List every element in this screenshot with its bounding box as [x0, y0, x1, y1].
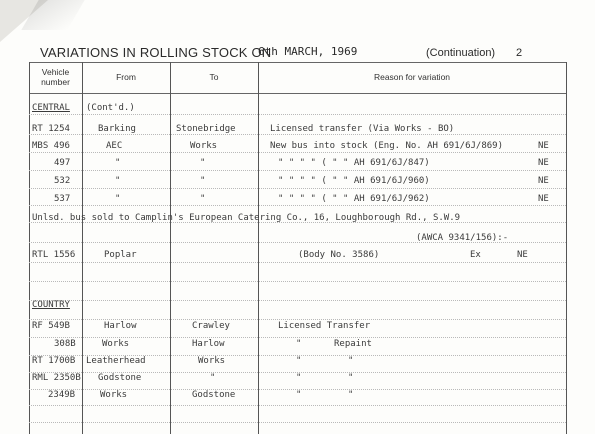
from-garage: Works [100, 390, 128, 400]
from-garage: Harlow [104, 321, 137, 331]
to-garage: " [210, 373, 216, 383]
from-garage: Godstone [98, 373, 142, 383]
table-top-border [29, 62, 566, 63]
ruled-line [29, 300, 566, 301]
from-garage: Barking [98, 124, 136, 134]
section-central-contd: (Cont'd.) [86, 103, 135, 113]
reason-text: Licensed transfer (Via Works - BO) [270, 124, 455, 134]
ruled-line [29, 188, 566, 189]
reason-text: " " " " ( " " AH 691/6J/847) [278, 158, 430, 168]
reason-text: Licensed Transfer [278, 321, 371, 331]
ruled-line [29, 319, 566, 320]
to-garage: " [200, 176, 206, 186]
reason-suffix: NE [538, 194, 549, 204]
to-garage: Works [190, 141, 218, 151]
from-garage: Poplar [104, 250, 137, 260]
reason-text: Repaint [334, 339, 372, 349]
header-vehicle-line1: Vehicle [41, 67, 70, 77]
vehicle-number: 537 [54, 194, 71, 204]
vehicle-number: MBS 496 [32, 141, 70, 151]
from-garage: " [115, 158, 121, 168]
from-garage: AEC [106, 141, 123, 151]
ruled-line [29, 337, 566, 338]
vehicle-number: RTL 1556 [32, 250, 76, 260]
continuation-label: (Continuation) [426, 47, 496, 59]
page-number: 2 [516, 47, 523, 59]
ruled-line [29, 281, 566, 282]
page-title: VARIATIONS IN ROLLING STOCK ON [40, 45, 272, 60]
to-garage: Works [198, 356, 226, 366]
ex-label: Ex [470, 250, 481, 260]
reason-ditto: " [348, 390, 354, 400]
header-vehicle-line2: number [41, 77, 70, 87]
table-right-border [566, 62, 567, 434]
header-to: To [209, 72, 219, 82]
from-garage: Works [102, 339, 130, 349]
vehicle-number: 308B [54, 339, 76, 349]
header-reason: Reason for variation [373, 72, 451, 82]
column-divider-vehicle [82, 62, 83, 434]
to-garage: Stonebridge [176, 124, 236, 134]
reason-text: " " " " ( " " AH 691/6J/962) [278, 194, 430, 204]
reason-ditto: " [348, 356, 354, 366]
vehicle-number: 532 [54, 176, 71, 186]
vehicle-number: RT 1700B [32, 356, 76, 366]
vehicle-number: RML 2350B [32, 373, 81, 383]
reason-ditto: " [296, 390, 302, 400]
ruled-line [29, 152, 566, 153]
vehicle-number: RF 549B [32, 321, 70, 331]
vehicle-number: 2349B [48, 390, 76, 400]
to-garage: " [200, 158, 206, 168]
reason-text: " " " " ( " " AH 691/6J/960) [278, 176, 430, 186]
header-bottom-border [29, 93, 566, 94]
table-left-border [29, 62, 30, 434]
ruled-line [29, 422, 566, 423]
to-garage: Harlow [192, 339, 225, 349]
ruled-line [29, 134, 566, 135]
vehicle-number: 497 [54, 158, 71, 168]
vehicle-number: RT 1254 [32, 124, 70, 134]
header-from: From [116, 72, 136, 82]
from-garage: " [115, 176, 121, 186]
ruled-line [29, 262, 566, 263]
ruled-line [29, 205, 566, 206]
reason-ditto: " [296, 356, 302, 366]
awca-reference: (AWCA 9341/156):- [416, 233, 509, 243]
ruled-line [29, 170, 566, 171]
from-garage: " [115, 194, 121, 204]
reason-ditto: " [296, 373, 302, 383]
to-garage: Godstone [192, 390, 236, 400]
header-vehicle [29, 67, 82, 87]
reason-ditto: " [296, 339, 302, 349]
from-garage: Leatherhead [86, 356, 146, 366]
section-central: CENTRAL [32, 103, 70, 113]
column-divider-from [170, 62, 171, 434]
page-date: 6th MARCH, 1969 [258, 45, 358, 58]
to-garage: " [200, 194, 206, 204]
reason-ditto: " [348, 373, 354, 383]
ex-garage: NE [517, 250, 528, 260]
section-country: COUNTRY [32, 300, 70, 310]
reason-suffix: NE [538, 158, 549, 168]
column-divider-to [258, 62, 259, 434]
ruled-line [29, 114, 566, 115]
reason-suffix: NE [538, 176, 549, 186]
ruled-line [29, 405, 566, 406]
reason-suffix: NE [538, 141, 549, 151]
reason-text: New bus into stock (Eng. No. AH 691/6J/869) [270, 141, 503, 151]
body-number: (Body No. 3586) [298, 250, 380, 260]
sale-note: Unlsd. bus sold to Camplin's European Catering Co., 16, Loughborough Rd., S.W.9 [32, 213, 461, 223]
to-garage: Crawley [192, 321, 230, 331]
